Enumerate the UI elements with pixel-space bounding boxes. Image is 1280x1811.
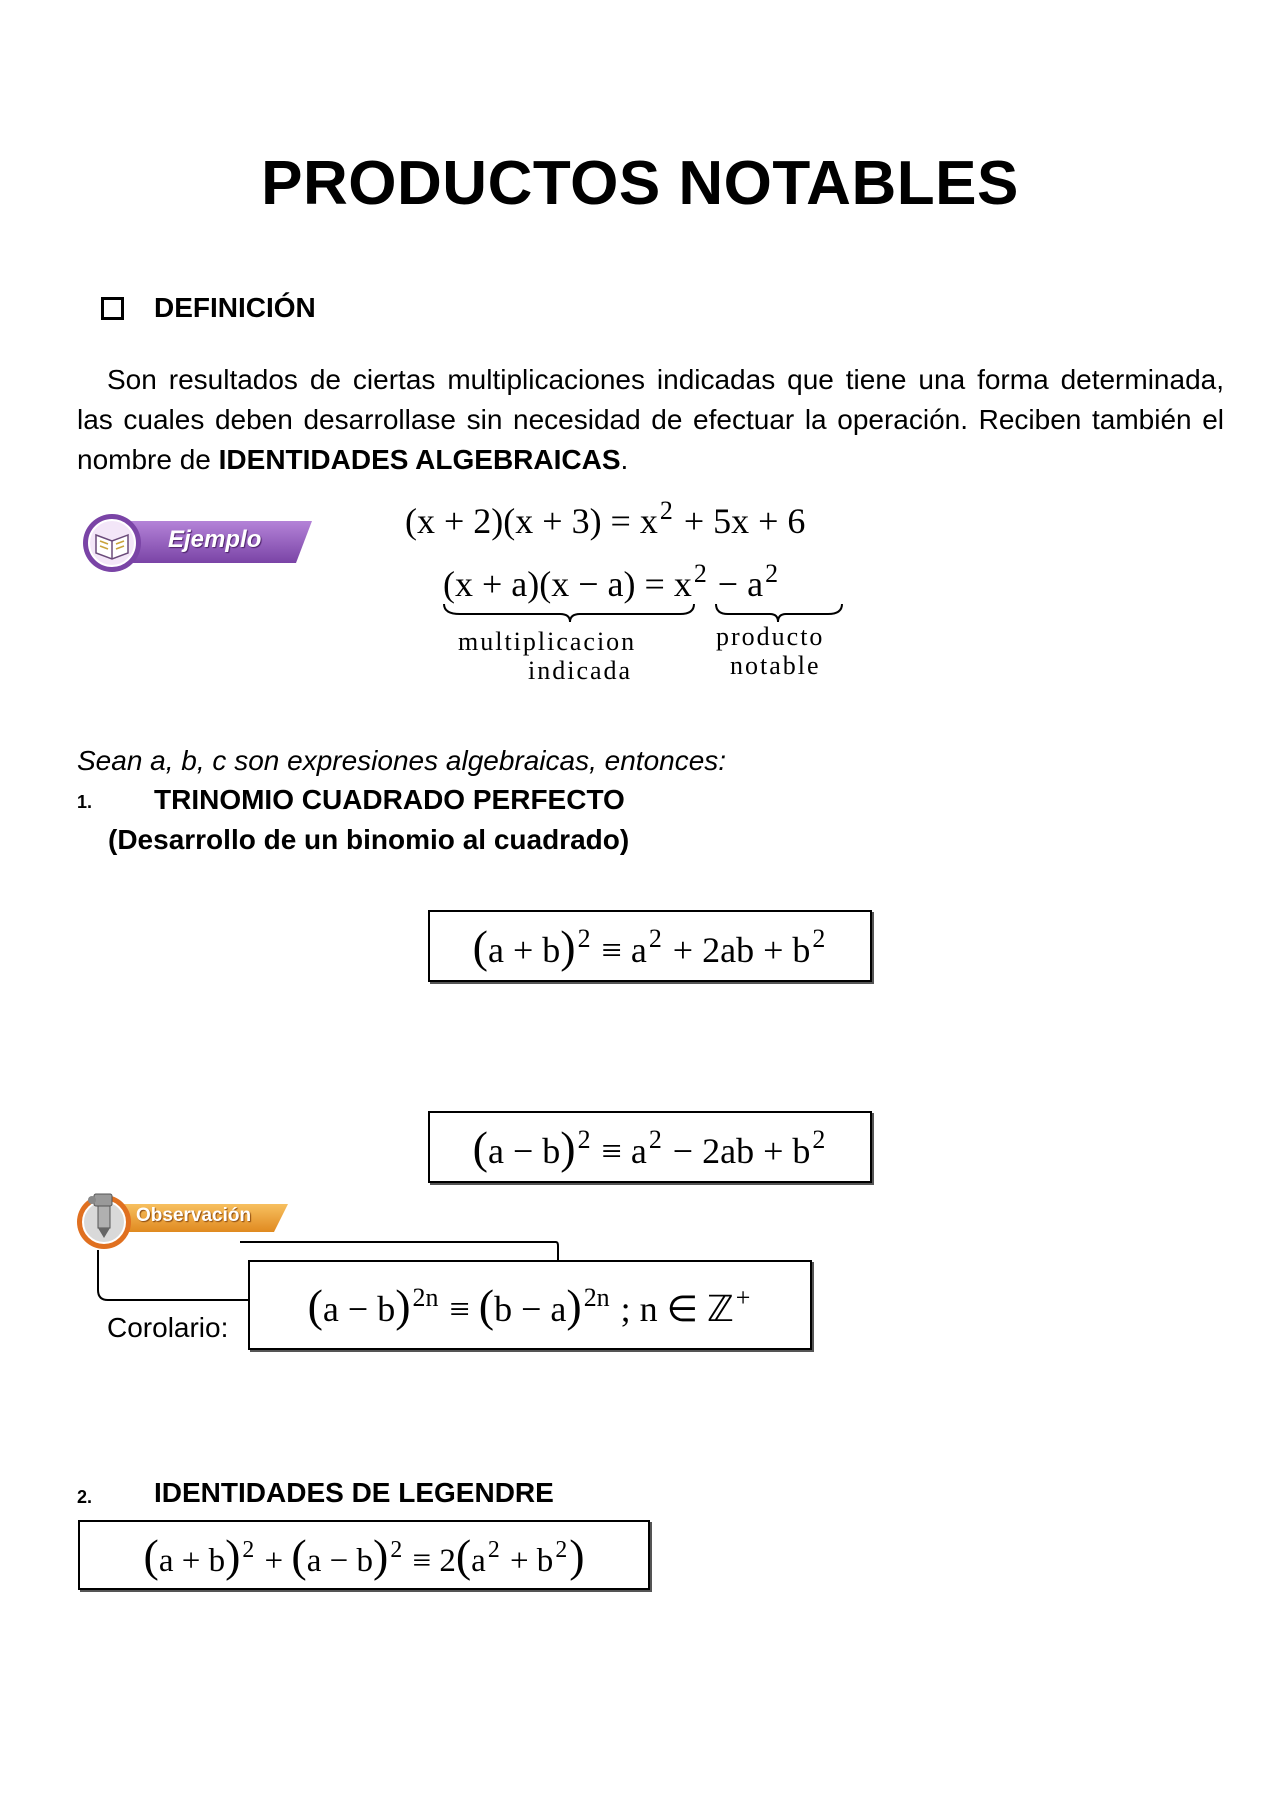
- intro-sentence: Sean a, b, c son expresiones algebraicas, entonces:: [77, 745, 727, 776]
- section-1-title: TRINOMIO CUADRADO PERFECTO: [154, 784, 625, 815]
- label-notable: notable: [730, 651, 821, 680]
- definition-text: Son resultados de ciertas multiplicaciones indicadas que tiene una forma determinada, las cuales deben desarrollase sin necesidad de efectuar la operación. Reciben también el nombre de: [77, 364, 1224, 475]
- corolario-label: Corolario:: [107, 1312, 229, 1343]
- label-multiplicacion: multiplicacion: [458, 627, 637, 656]
- example-equation-2: $(x + a)(x - a) = x^2 - a^2$: [443, 558, 779, 604]
- definition-bold: IDENTIDADES ALGEBRAICAS: [218, 444, 621, 475]
- definition-heading: DEFINICIÓN: [154, 292, 316, 323]
- label-producto: producto: [716, 622, 825, 651]
- section-2-number: 2.: [77, 1487, 93, 1507]
- label-indicada: indicada: [528, 656, 633, 685]
- ejemplo-badge: [78, 511, 314, 575]
- underbrace-left: [440, 602, 700, 626]
- formula-box-sum-square: $(a + b)^2 \equiv a^2 + 2ab + b^2$: [428, 910, 872, 982]
- section-1-number: 1.: [77, 792, 93, 812]
- section-1-subtitle: (Desarrollo de un binomio al cuadrado): [108, 824, 630, 855]
- observacion-label: Observación: [136, 1205, 252, 1226]
- checkbox-icon: [101, 297, 124, 320]
- formula-box-legendre: $(a + b)^2 + (a - b)^2 \equiv 2(a^2 + b^2)$: [78, 1520, 650, 1590]
- ejemplo-label: Ejemplo: [168, 526, 262, 553]
- definition-end: .: [620, 444, 629, 475]
- example-equation-1: $(x + 2)(x + 3) = x^2 + 5x + 6$: [405, 495, 806, 541]
- page-title: PRODUCTOS NOTABLES: [261, 149, 1019, 218]
- section-2-title: IDENTIDADES DE LEGENDRE: [154, 1477, 554, 1508]
- definition-paragraph: [77, 360, 1224, 480]
- formula-box-corolario: $(a - b)^{2n} \equiv (b - a)^{2n}$ ; n ∈ ℤ+: [248, 1260, 812, 1350]
- formula-box-difference-square: $(a - b)^2 \equiv a^2 - 2ab + b^2$: [428, 1111, 872, 1183]
